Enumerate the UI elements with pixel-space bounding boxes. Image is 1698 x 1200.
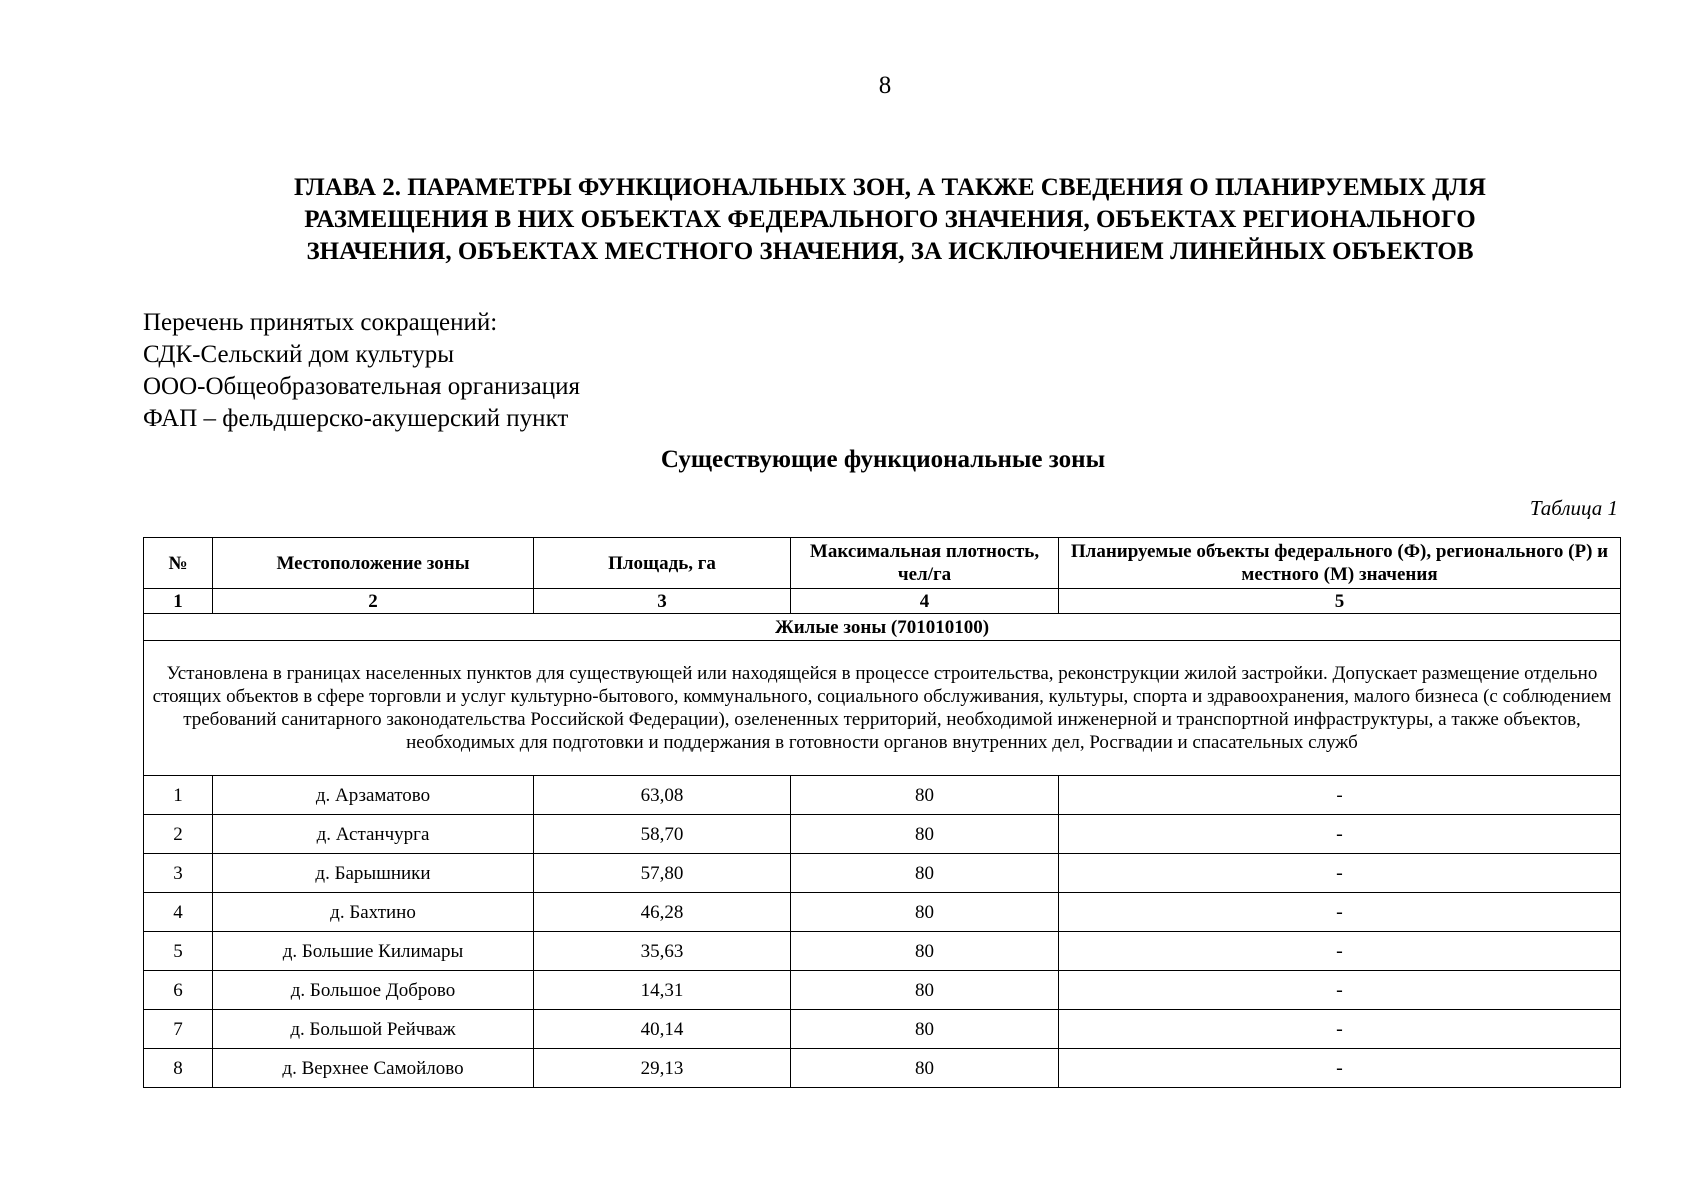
header-area: Площадь, га (534, 538, 791, 589)
zones-table (143, 537, 1621, 1088)
row-area: 57,80 (534, 854, 791, 893)
row-location: д. Барышники (213, 854, 534, 893)
row-area: 40,14 (534, 1010, 791, 1049)
row-number: 5 (144, 932, 213, 971)
row-planned-objects: - (1059, 815, 1621, 854)
column-number: 5 (1059, 589, 1621, 614)
row-density: 80 (791, 1010, 1059, 1049)
row-area: 29,13 (534, 1049, 791, 1088)
column-number: 3 (534, 589, 791, 614)
table-header-row (144, 538, 1621, 589)
row-area: 58,70 (534, 815, 791, 854)
page-number: 8 (878, 72, 892, 99)
chapter-title (190, 172, 1590, 268)
row-planned-objects: - (1059, 893, 1621, 932)
column-number: 2 (213, 589, 534, 614)
row-density: 80 (791, 854, 1059, 893)
column-number: 1 (144, 589, 213, 614)
row-number: 2 (144, 815, 213, 854)
group-description-row (144, 641, 1621, 776)
header-location: Местоположение зоны (213, 538, 534, 589)
row-density: 80 (791, 893, 1059, 932)
row-area: 63,08 (534, 776, 791, 815)
row-planned-objects: - (1059, 971, 1621, 1010)
abbreviations-list (143, 307, 1043, 435)
row-planned-objects: - (1059, 1049, 1621, 1088)
table-row (144, 932, 1621, 971)
row-planned-objects: - (1059, 776, 1621, 815)
row-area: 35,63 (534, 932, 791, 971)
table-row (144, 854, 1621, 893)
row-location: д. Верхнее Самойлово (213, 1049, 534, 1088)
row-density: 80 (791, 1049, 1059, 1088)
chapter-title-line: ЗНАЧЕНИЯ, ОБЪЕКТАХ МЕСТНОГО ЗНАЧЕНИЯ, ЗА ИСКЛЮЧЕНИЕМ ЛИНЕЙНЫХ ОБЪЕКТОВ (306, 238, 1474, 265)
table-row (144, 1010, 1621, 1049)
row-number: 3 (144, 854, 213, 893)
row-planned-objects: - (1059, 932, 1621, 971)
table-label: Таблица 1 (1529, 496, 1618, 520)
group-title-row (144, 614, 1621, 641)
section-title: Существующие функциональные зоны (660, 446, 1106, 473)
table-row (144, 815, 1621, 854)
group-title: Жилые зоны (701010100) (144, 614, 1621, 641)
row-number: 6 (144, 971, 213, 1010)
column-number: 4 (791, 589, 1059, 614)
abbreviation-item: ФАП – фельдшерско-акушерский пункт (143, 405, 569, 432)
row-density: 80 (791, 932, 1059, 971)
row-number: 8 (144, 1049, 213, 1088)
header-planned-objects: Планируемые объекты федерального (Ф), регионального (Р) и местного (М) значения (1059, 538, 1621, 589)
row-density: 80 (791, 776, 1059, 815)
row-number: 4 (144, 893, 213, 932)
table-row (144, 776, 1621, 815)
row-area: 46,28 (534, 893, 791, 932)
table-row (144, 971, 1621, 1010)
row-location: д. Астанчурга (213, 815, 534, 854)
header-number: № (144, 538, 213, 589)
row-planned-objects: - (1059, 1010, 1621, 1049)
row-location: д. Большой Рейчваж (213, 1010, 534, 1049)
row-area: 14,31 (534, 971, 791, 1010)
table-row (144, 893, 1621, 932)
table-row (144, 1049, 1621, 1088)
row-number: 1 (144, 776, 213, 815)
row-planned-objects: - (1059, 854, 1621, 893)
row-density: 80 (791, 815, 1059, 854)
row-location: д. Большое Доброво (213, 971, 534, 1010)
group-description: Установлена в границах населенных пунктов для существующей или находящейся в процессе строительства, реконструкции жилой застройки. Допускает размещение отдельно стоящих объектов в сфере торговли и услуг культурно-бытового, коммунального, социального обслуживания, культуры, спорта и здравоохранения, малого бизнеса (с соблюдением требований санитарного законодательства Российской Федерации), озелененных территорий, необходимой инженерной и транспортной инфраструктуры, а также объектов, необходимых для подготовки и поддержания в готовности органов внутренних дел, Росгвадии и спасательных служб (144, 641, 1621, 776)
abbreviations-heading: Перечень принятых сокращений: (143, 309, 498, 336)
abbreviation-item: ООО-Общеобразовательная организация (143, 373, 581, 400)
row-location: д. Арзаматово (213, 776, 534, 815)
column-number-row (144, 589, 1621, 614)
chapter-title-line: ГЛАВА 2. ПАРАМЕТРЫ ФУНКЦИОНАЛЬНЫХ ЗОН, А ТАКЖЕ СВЕДЕНИЯ О ПЛАНИРУЕМЫХ ДЛЯ (294, 174, 1486, 201)
row-location: д. Бахтино (213, 893, 534, 932)
row-number: 7 (144, 1010, 213, 1049)
chapter-title-line: РАЗМЕЩЕНИЯ В НИХ ОБЪЕКТАХ ФЕДЕРАЛЬНОГО ЗНАЧЕНИЯ, ОБЪЕКТАХ РЕГИОНАЛЬНОГО (304, 206, 1476, 233)
row-location: д. Большие Килимары (213, 932, 534, 971)
header-density: Максимальная плотность, чел/га (791, 538, 1059, 589)
abbreviation-item: СДК-Сельский дом культуры (143, 341, 455, 368)
row-density: 80 (791, 971, 1059, 1010)
